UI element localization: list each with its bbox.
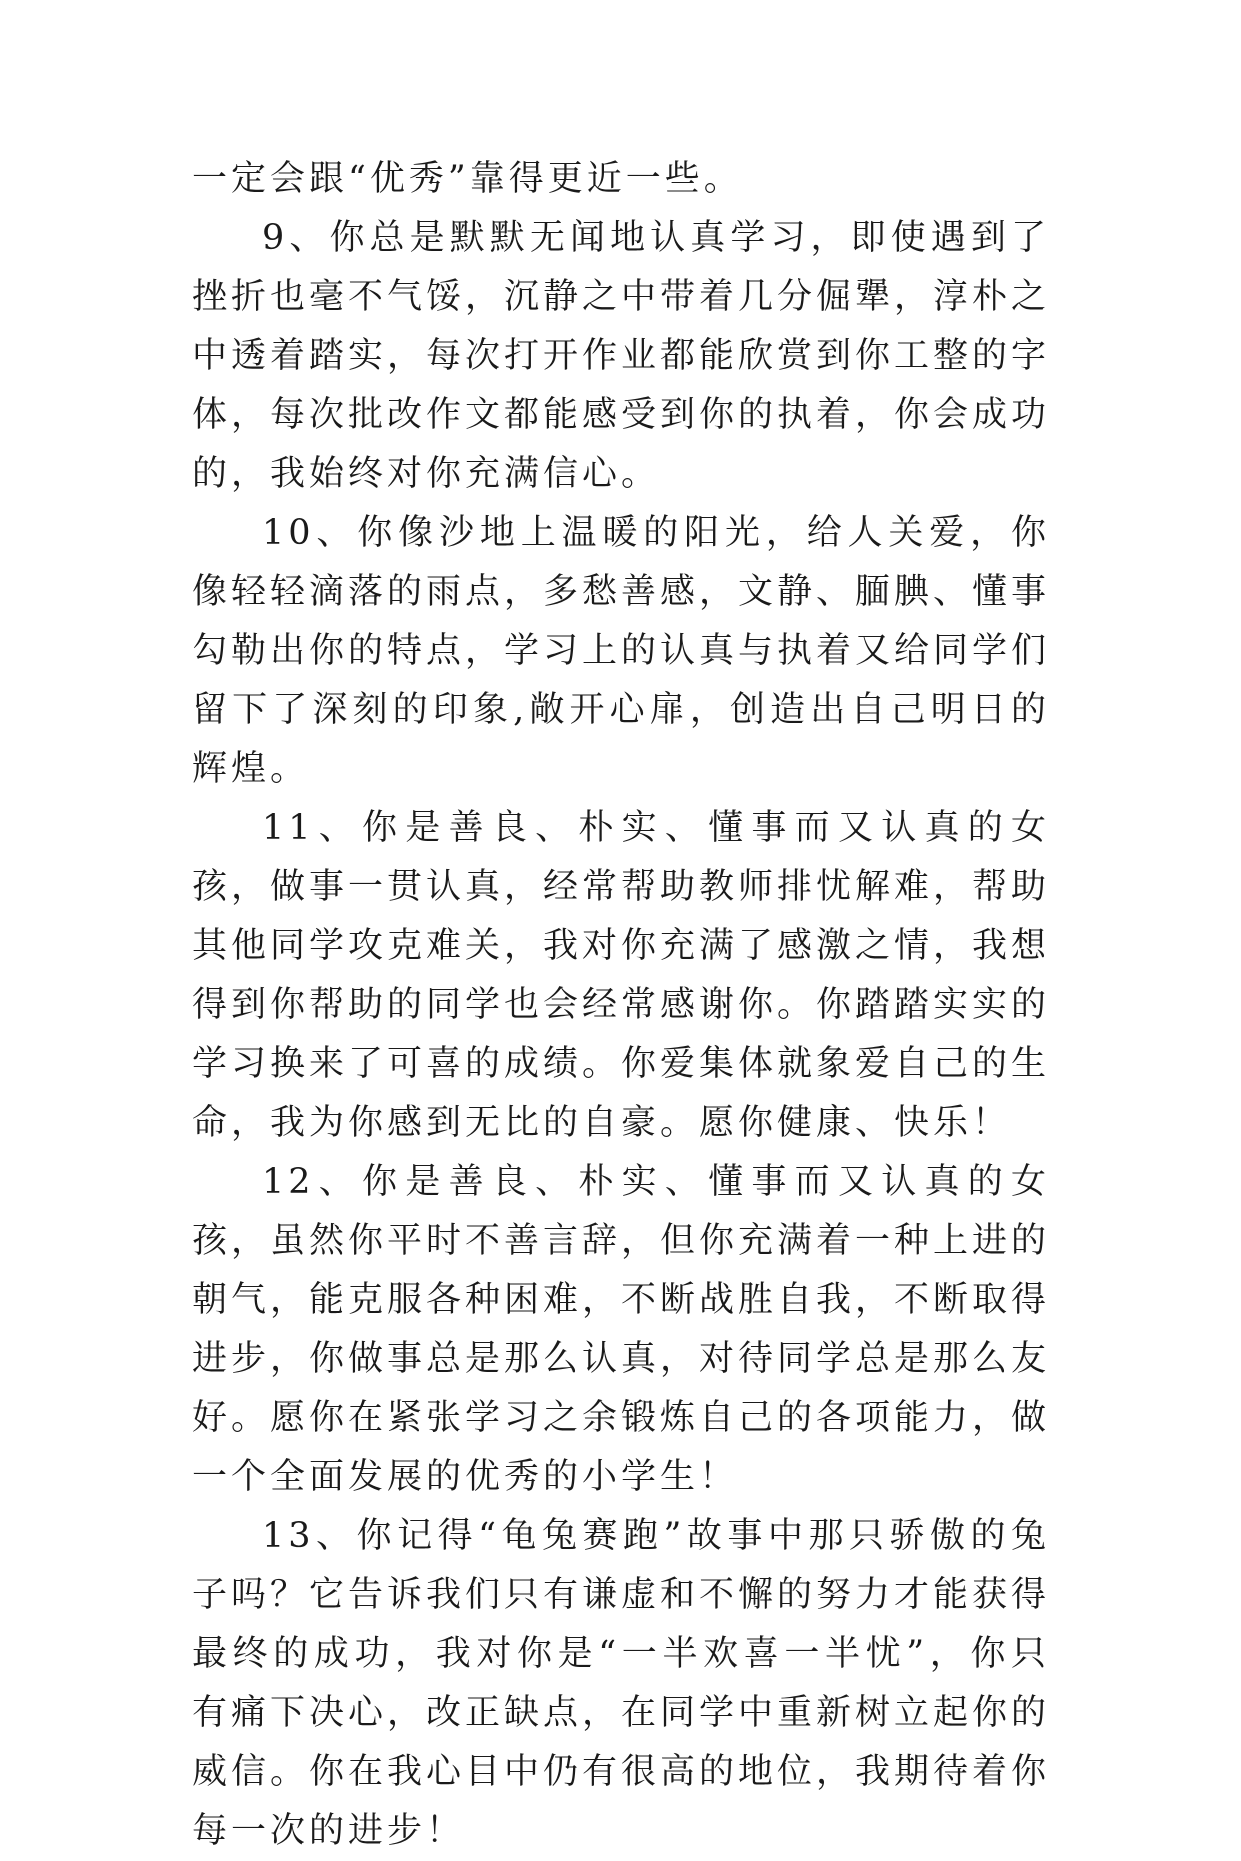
paragraph-item-10: 10、你像沙地上温暖的阳光，给人关爱，你像轻轻滴落的雨点，多愁善感，文静、腼腆、懂事勾勒出你的特点，学习上的认真与执着又给同学们留下了深刻的印象,敞开心扉，创造出自己明日的辉煌。 xyxy=(192,513,1051,789)
paragraph-continuation: 一定会跟“优秀”靠得更近一些。 xyxy=(192,159,743,199)
paragraph-item-9: 9、你总是默默无闻地认真学习，即使遇到了挫折也毫不气馁，沉静之中带着几分倔犟，淳朴之中透着踏实，每次打开作业都能欣赏到你工整的字体，每次批改作文都能感受到你的执着，你会成功的，我始终对你充满信心。 xyxy=(192,218,1051,494)
paragraph-item-11: 11、你是善良、朴实、懂事而又认真的女孩，做事一贯认真，经常帮助教师排忧解难，帮助其他同学攻克难关，我对你充满了感激之情，我想得到你帮助的同学也会经常感谢你。你踏踏实实的学习换来了可喜的成绩。你爱集体就象爱自己的生命，我为你感到无比的自豪。愿你健康、快乐！ xyxy=(192,808,1051,1143)
document-body xyxy=(192,150,1050,1861)
paragraph-item-13: 13、你记得“龟兔赛跑”故事中那只骄傲的兔子吗？它告诉我们只有谦虚和不懈的努力才能获得最终的成功，我对你是“一半欢喜一半忧”，你只有痛下决心，改正缺点，在同学中重新树立起你的威信。你在我心目中仍有很高的地位，我期待着你每一次的进步！ xyxy=(192,1516,1051,1851)
paragraph-item-12: 12、你是善良、朴实、懂事而又认真的女孩，虽然你平时不善言辞，但你充满着一种上进的朝气，能克服各种困难，不断战胜自我，不断取得进步，你做事总是那么认真，对待同学总是那么友好。愿你在紧张学习之余锻炼自己的各项能力，做一个全面发展的优秀的小学生！ xyxy=(192,1162,1051,1497)
